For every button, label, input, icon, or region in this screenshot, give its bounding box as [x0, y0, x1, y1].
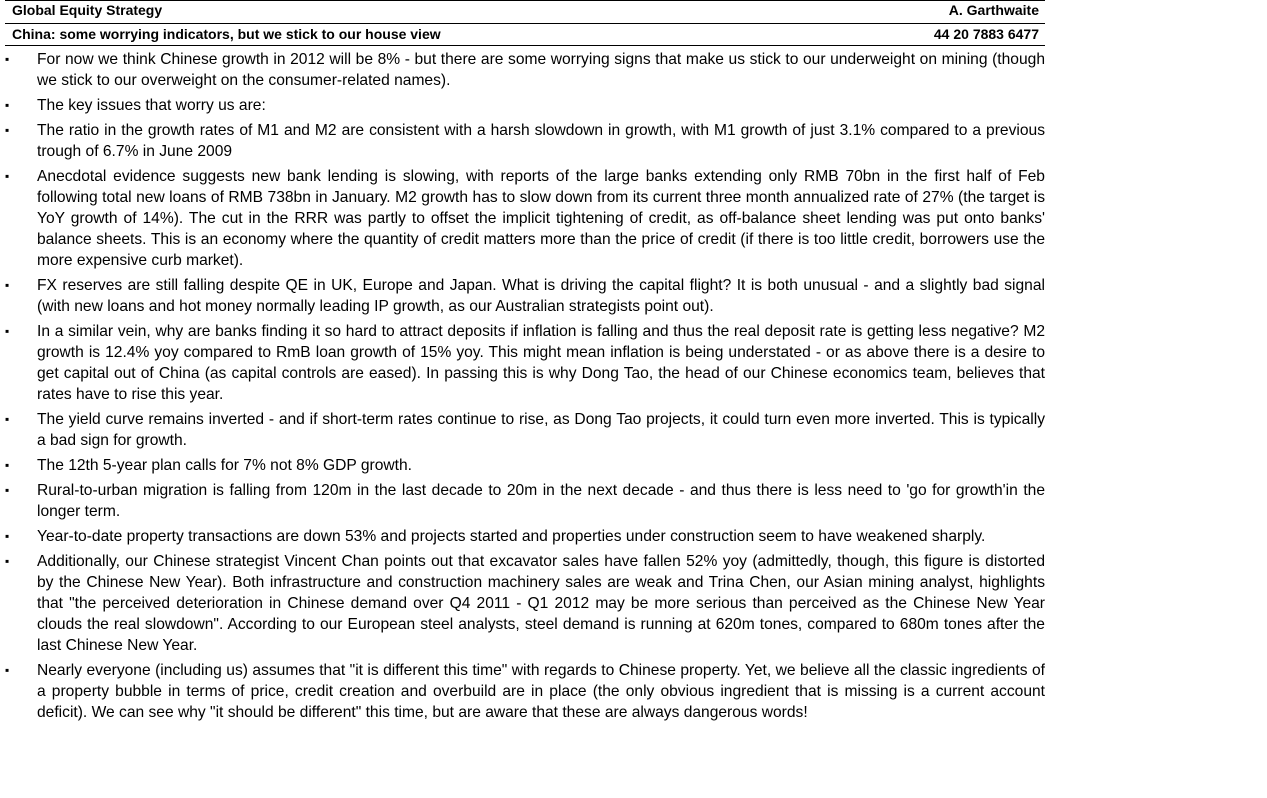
- bullet-text: The ratio in the growth rates of M1 and M2 are consistent with a harsh slowdown in growth, with M1 growth of just 3.1% compared to a previous trough of 6.7% in June 2009: [37, 122, 1045, 160]
- bullet-item: [5, 455, 1045, 476]
- bullet-text: Year-to-date property transactions are down 53% and projects started and properties under construction seem to have weakened sharply.: [37, 528, 986, 545]
- bullet-text: For now we think Chinese growth in 2012 will be 8% - but there are some worrying signs that make us stick to our underweight on mining (though we stick to our overweight on the consumer-related names).: [37, 51, 1045, 89]
- bullet-marker-icon: ▪: [5, 412, 10, 426]
- bullet-item: [5, 526, 1045, 547]
- bullet-marker-icon: ▪: [5, 458, 10, 472]
- bullet-text: Anecdotal evidence suggests new bank lending is slowing, with reports of the large banks extending only RMB 70bn in the first half of Feb following total new loans of RMB 738bn in January. M2 growth has to slow down from its current three month annualized rate of 27% (the target is YoY growth of 14%). The cut in the RRR was partly to offset the implicit tightening of credit, as off-balance sheet lending was put onto banks' balance sheets. This is an economy where the quantity of credit matters more than the price of credit (if there is too little credit, borrowers use the more expensive curb market).: [37, 168, 1045, 269]
- document-page: [5, 0, 1045, 727]
- bullet-item: [5, 166, 1045, 271]
- bullet-item: [5, 120, 1045, 162]
- bullet-marker-icon: ▪: [5, 98, 10, 112]
- bullet-item: [5, 409, 1045, 451]
- bullet-marker-icon: ▪: [5, 324, 10, 338]
- bullet-item: [5, 95, 1045, 116]
- bullet-marker-icon: ▪: [5, 169, 10, 183]
- report-section-title: Global Equity Strategy: [12, 2, 163, 18]
- bullet-marker-icon: ▪: [5, 52, 10, 66]
- bullet-text: FX reserves are still falling despite QE in UK, Europe and Japan. What is driving the capital flight? It is both unusual - and a slightly bad signal (with new loans and hot money normally leading IP growth, as our Australian strategists point out).: [37, 277, 1045, 315]
- report-title: China: some worrying indicators, but we stick to our house view: [12, 26, 441, 42]
- bullet-item: [5, 660, 1045, 723]
- bullet-item: [5, 321, 1045, 405]
- bullet-text: The yield curve remains inverted - and if short-term rates continue to rise, as Dong Tao projects, it could turn even more inverted. This is typically a bad sign for growth.: [37, 411, 1045, 449]
- bullet-text: The 12th 5-year plan calls for 7% not 8% GDP growth.: [37, 457, 413, 474]
- bullet-text: In a similar vein, why are banks finding it so hard to attract deposits if inflation is falling and thus the real deposit rate is getting less negative? M2 growth is 12.4% yoy compared to RmB loan growth of 15% yoy. This might mean inflation is being understated - or as above there is a desire to get capital out of China (as capital controls are eased). In passing this is why Dong Tao, the head of our Chinese economics team, believes that rates have to rise this year.: [37, 323, 1045, 403]
- bullet-text: Rural-to-urban migration is falling from 120m in the last decade to 20m in the next decade - and thus there is less need to 'go for growth'in the longer term.: [37, 482, 1045, 520]
- bullet-list: [5, 49, 1045, 723]
- bullet-marker-icon: ▪: [5, 483, 10, 497]
- bullet-marker-icon: ▪: [5, 123, 10, 137]
- bullet-marker-icon: ▪: [5, 663, 10, 677]
- report-header-top: [5, 0, 1045, 24]
- bullet-item: [5, 275, 1045, 317]
- bullet-marker-icon: ▪: [5, 554, 10, 568]
- report-header-sub: [5, 24, 1045, 46]
- bullet-text: Nearly everyone (including us) assumes that "it is different this time" with regards to Chinese property. Yet, we believe all the classic ingredients of a property bubble in terms of price, credit creation and overbuild are in place (the only obvious ingredient that is missing is a current account deficit). We can see why "it should be different" this time, but are aware that these are always dangerous words!: [37, 662, 1045, 721]
- bullet-text: The key issues that worry us are:: [37, 97, 266, 114]
- bullet-item: [5, 480, 1045, 522]
- bullet-marker-icon: ▪: [5, 278, 10, 292]
- bullet-marker-icon: ▪: [5, 529, 10, 543]
- bullet-item: [5, 551, 1045, 656]
- author-name: A. Garthwaite: [948, 2, 1039, 18]
- bullet-item: [5, 49, 1045, 91]
- bullet-text: Additionally, our Chinese strategist Vincent Chan points out that excavator sales have fallen 52% yoy (admittedly, though, this figure is distorted by the Chinese New Year). Both infrastructure and construction machinery sales are weak and Trina Chen, our Asian mining analyst, highlights that "the perceived deterioration in Chinese demand over Q4 2011 - Q1 2012 may be more serious than perceived as the Chinese New Year clouds the real slowdown". According to our European steel analysts, steel demand is running at 620m tones, compared to 680m tones after the last Chinese New Year.: [37, 553, 1045, 654]
- author-phone: 44 20 7883 6477: [933, 26, 1039, 42]
